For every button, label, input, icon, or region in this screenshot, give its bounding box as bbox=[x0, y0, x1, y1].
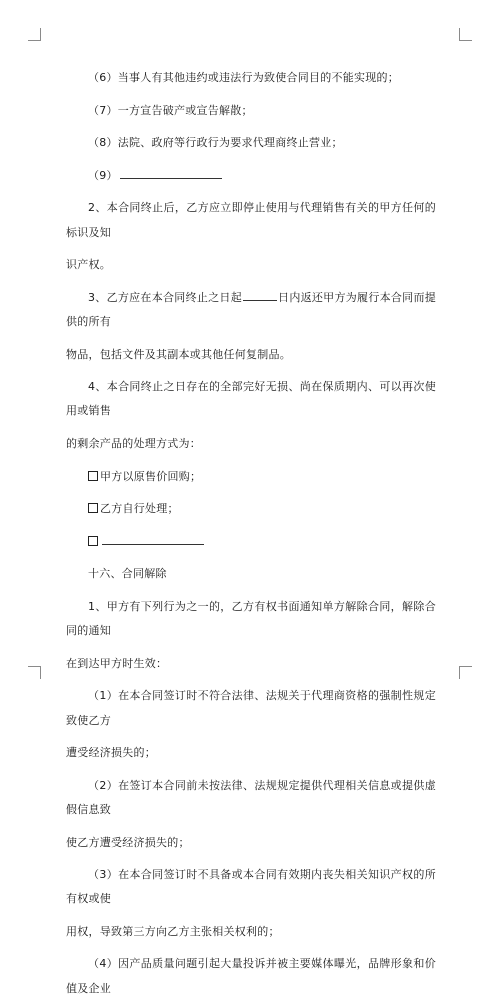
clause-item-6: （6）当事人有其他违约或违法行为致使合同目的不能实现的； bbox=[88, 71, 399, 84]
rescission-item-2-cont: 使乙方遭受经济损失的； bbox=[66, 835, 190, 849]
fill-blank[interactable] bbox=[120, 166, 222, 179]
rescission-item-4: （4）因产品质量问题引起大量投诉并被主要媒体曝光，品牌形象和价值及企业 bbox=[66, 957, 436, 995]
termination-paragraph-3-cont: 物品，包括文件及其副本或其他任何复制品。 bbox=[66, 347, 291, 361]
crop-mark-bottom-left bbox=[28, 666, 41, 679]
clause-item-7: （7）一方宣告破产或宣告解散； bbox=[88, 103, 253, 117]
document-page bbox=[66, 66, 436, 1001]
checkbox[interactable] bbox=[88, 536, 98, 546]
crop-mark-bottom-right bbox=[459, 666, 472, 679]
rescission-item-3-cont: 用权，导致第三方向乙方主张相关权利的； bbox=[66, 924, 280, 938]
fill-blank[interactable] bbox=[102, 532, 204, 545]
rescission-paragraph-1: 1、甲方有下列行为之一的，乙方有权书面通知单方解除合同，解除合同的通知 bbox=[66, 599, 436, 638]
clause-item-9: （9） bbox=[66, 164, 436, 188]
termination-paragraph-2-cont: 识产权。 bbox=[66, 258, 111, 272]
days-blank[interactable] bbox=[243, 288, 277, 301]
checkbox[interactable] bbox=[88, 471, 98, 481]
option-other bbox=[66, 530, 436, 554]
termination-paragraph-2: 2、本合同终止后，乙方应立即停止使用与代理销售有关的甲方任何的标识及知 bbox=[66, 201, 436, 239]
option-repurchase: 甲方以原售价回购； bbox=[66, 465, 436, 489]
termination-paragraph-4-cont: 的剩余产品的处理方式为： bbox=[66, 436, 201, 450]
checkbox[interactable] bbox=[88, 503, 98, 513]
rescission-item-1-cont: 遭受经济损失的； bbox=[66, 746, 156, 760]
crop-mark-top-left bbox=[28, 28, 41, 41]
section-heading: 十六、合同解除 bbox=[88, 567, 167, 581]
option-self-handle: 乙方自行处理； bbox=[66, 497, 436, 521]
rescission-item-2: （2）在签订本合同前未按法律、法规规定提供代理相关信息或提供虚假信息致 bbox=[66, 778, 436, 816]
termination-paragraph-4: 4、本合同终止之日存在的全部完好无损、尚在保质期内、可以再次使用或销售 bbox=[66, 380, 436, 418]
rescission-item-3: （3）在本合同签订时不具备或本合同有效期内丧失相关知识产权的所有权或使 bbox=[66, 868, 436, 906]
rescission-item-1: （1）在本合同签订时不符合法律、法规关于代理商资格的强制性规定致使乙方 bbox=[66, 689, 436, 727]
crop-mark-top-right bbox=[459, 28, 472, 41]
rescission-paragraph-1-cont: 在到达甲方时生效： bbox=[66, 656, 168, 670]
clause-item-8: （8）法院、政府等行政行为要求代理商终止营业； bbox=[88, 136, 343, 150]
termination-paragraph-3: 3、乙方应在本合同终止之日起 日内返还甲方为履行本合同而提供的所有 bbox=[66, 286, 436, 334]
